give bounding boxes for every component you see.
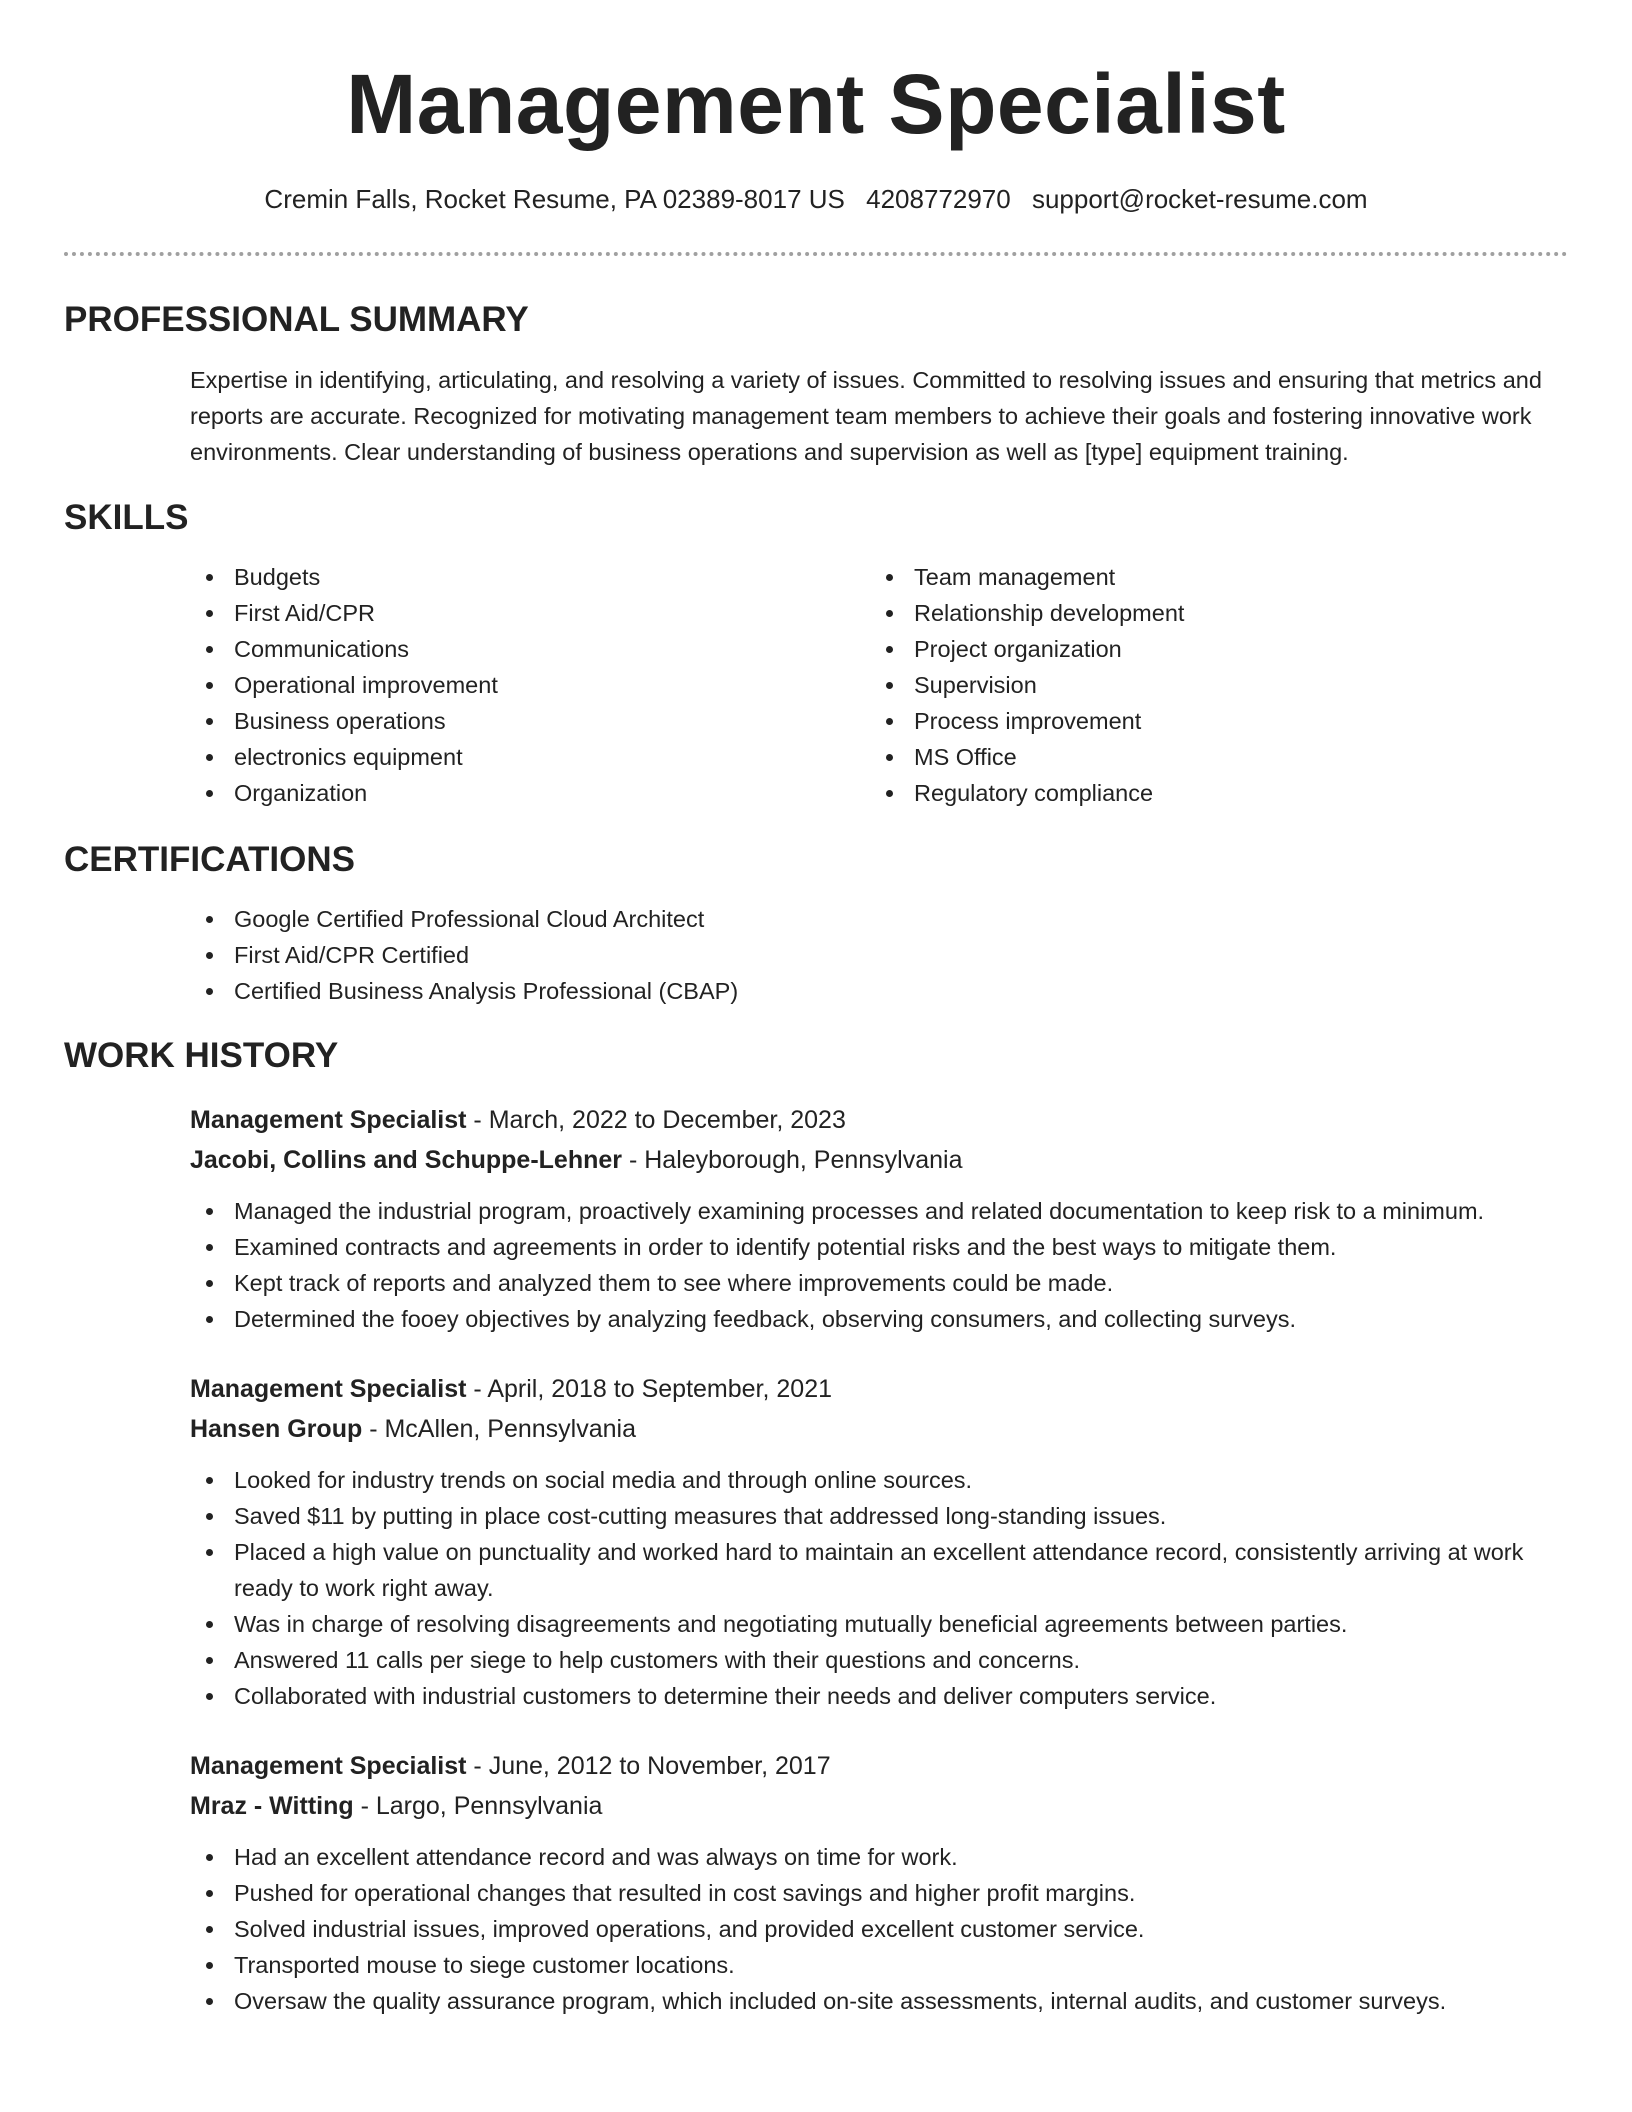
skill-item: Team management: [870, 559, 1550, 595]
job-bullet: Determined the fooey objectives by analyzing feedback, observing consumers, and collecting surveys.: [190, 1301, 1568, 1337]
skill-item: electronics equipment: [190, 739, 870, 775]
skill-item: Budgets: [190, 559, 870, 595]
resume-name: Management Specialist: [346, 57, 1286, 151]
job-company: Jacobi, Collins and Schuppe-Lehner: [190, 1146, 623, 1174]
job-bullet: Kept track of reports and analyzed them to see where improvements could be made.: [190, 1265, 1568, 1301]
job-location: - McAllen, Pennsylvania: [362, 1415, 636, 1443]
resume-page: [64, 0, 1568, 2019]
job-bullet: Answered 11 calls per siege to help customers with their questions and concerns.: [190, 1642, 1568, 1678]
certifications-heading: CERTIFICATIONS: [64, 840, 356, 879]
certification-item: Google Certified Professional Cloud Architect: [190, 901, 1568, 937]
job-dates: - June, 2012 to November, 2017: [466, 1752, 831, 1780]
skills-grid: [190, 559, 1568, 811]
skill-item: First Aid/CPR: [190, 595, 870, 631]
job-bullet: Placed a high value on punctuality and worked hard to maintain an excellent attendance record, consistently arriving at work ready to work right away.: [190, 1534, 1568, 1606]
job-bullet: Oversaw the quality assurance program, which included on-site assessments, internal audits, and customer surveys.: [190, 1983, 1568, 2019]
job-bullet: Pushed for operational changes that resulted in cost savings and higher profit margins.: [190, 1875, 1568, 1911]
contact-line: [64, 182, 1568, 216]
contact-email: support@rocket-resume.com: [1031, 184, 1368, 214]
skill-item: Organization: [190, 775, 870, 811]
job-title: Management Specialist: [190, 1752, 467, 1780]
summary-text: Expertise in identifying, articulating, and resolving a variety of issues. Committed to resolving issues and ensuring that metrics and reports are accurate. Recognized for motivating management team members to achieve their goals and fostering innovative work environments. Clear understanding of business operations and supervision as well as [type] equipment training.: [190, 367, 1542, 465]
skill-item: Process improvement: [870, 703, 1550, 739]
job-bullet: Had an excellent attendance record and was always on time for work.: [190, 1839, 1568, 1875]
job-bullet: Solved industrial issues, improved operations, and provided excellent customer service.: [190, 1911, 1568, 1947]
job-location: - Haleyborough, Pennsylvania: [622, 1146, 963, 1174]
job-bullet: Transported mouse to siege customer locations.: [190, 1947, 1568, 1983]
skills-heading: SKILLS: [64, 498, 189, 537]
job-entry: [190, 1746, 1568, 2019]
job-bullets: [190, 1193, 1568, 1337]
job-bullets: [190, 1462, 1568, 1714]
job-company-line: [190, 1140, 1568, 1180]
job-bullet: Was in charge of resolving disagreements and negotiating mutually beneficial agreements between parties.: [190, 1606, 1568, 1642]
skill-item: MS Office: [870, 739, 1550, 775]
job-bullet: Examined contracts and agreements in order to identify potential risks and the best ways to mitigate them.: [190, 1229, 1568, 1265]
job-company: Mraz - Witting: [190, 1792, 354, 1820]
skills-list-right: [870, 559, 1550, 811]
skill-item: Regulatory compliance: [870, 775, 1550, 811]
job-bullet: Looked for industry trends on social media and through online sources.: [190, 1462, 1568, 1498]
work-history-heading: WORK HISTORY: [64, 1036, 339, 1075]
job-dates: - April, 2018 to September, 2021: [466, 1375, 832, 1403]
skill-item: Business operations: [190, 703, 870, 739]
job-entry: [190, 1369, 1568, 1714]
job-location: - Largo, Pennsylvania: [353, 1792, 603, 1820]
certification-item: First Aid/CPR Certified: [190, 937, 1568, 973]
skill-item: Communications: [190, 631, 870, 667]
job-bullets: [190, 1839, 1568, 2019]
certifications-list: [190, 901, 1568, 1009]
job-title: Management Specialist: [190, 1106, 467, 1134]
job-company-line: [190, 1409, 1568, 1449]
skill-item: Supervision: [870, 667, 1550, 703]
job-title-line: [190, 1369, 1568, 1409]
job-company-line: [190, 1786, 1568, 1826]
job-title-line: [190, 1746, 1568, 1786]
summary-heading: PROFESSIONAL SUMMARY: [64, 300, 529, 339]
job-bullet: Collaborated with industrial customers to determine their needs and deliver computers service.: [190, 1678, 1568, 1714]
job-title: Management Specialist: [190, 1375, 467, 1403]
header-divider: [64, 252, 1568, 256]
job-entry: [190, 1100, 1568, 1337]
job-dates: - March, 2022 to December, 2023: [466, 1106, 846, 1134]
job-company: Hansen Group: [190, 1415, 363, 1443]
contact-address: Cremin Falls, Rocket Resume, PA 02389-8017 US: [264, 184, 845, 214]
contact-phone: 4208772970: [866, 184, 1011, 214]
skill-item: Relationship development: [870, 595, 1550, 631]
certification-item: Certified Business Analysis Professional (CBAP): [190, 973, 1568, 1009]
job-bullet: Managed the industrial program, proactively examining processes and related documentation to keep risk to a minimum.: [190, 1193, 1568, 1229]
skills-list-left: [190, 559, 870, 811]
job-title-line: [190, 1100, 1568, 1140]
skill-item: Operational improvement: [190, 667, 870, 703]
skill-item: Project organization: [870, 631, 1550, 667]
job-bullet: Saved $11 by putting in place cost-cutting measures that addressed long-standing issues.: [190, 1498, 1568, 1534]
